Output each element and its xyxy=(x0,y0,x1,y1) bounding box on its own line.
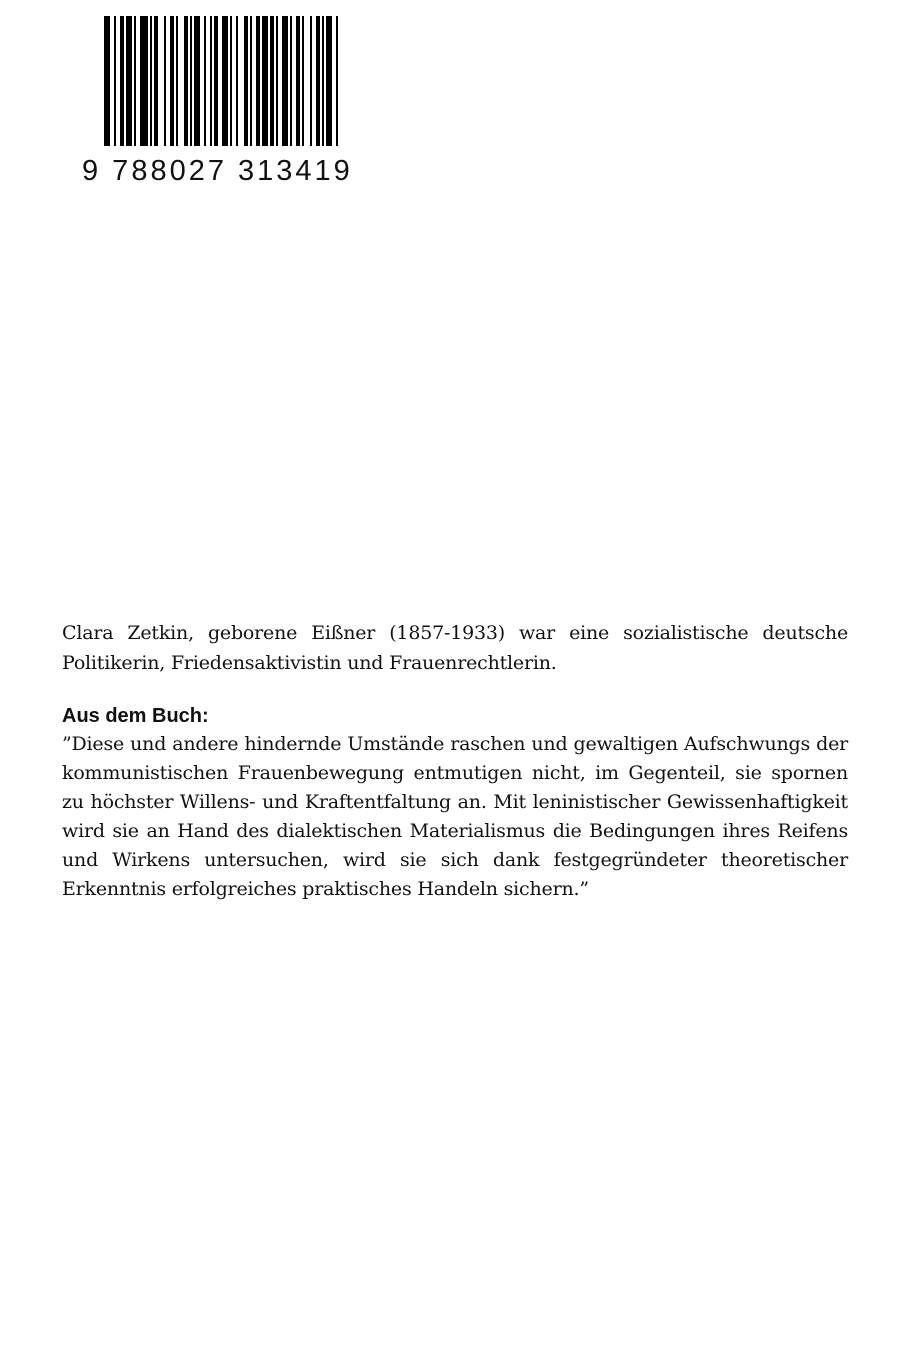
barcode-bar xyxy=(290,16,292,146)
barcode-bar xyxy=(204,16,206,146)
back-cover-text xyxy=(62,618,848,904)
barcode-bar xyxy=(230,16,232,146)
barcode-bar xyxy=(276,16,278,146)
barcode-bar xyxy=(134,16,136,146)
barcode-bar xyxy=(154,16,158,146)
barcode-bar xyxy=(250,16,252,146)
barcode-bar xyxy=(302,16,304,146)
barcode-bar xyxy=(114,16,116,146)
barcode-bar xyxy=(194,16,200,146)
barcode-bar xyxy=(316,16,320,146)
barcode-bar xyxy=(176,16,178,146)
barcode-bar xyxy=(326,16,332,146)
barcode-bar xyxy=(120,16,124,146)
barcode-bar xyxy=(150,16,152,146)
barcode-bar xyxy=(282,16,288,146)
barcode-bar xyxy=(140,16,148,146)
barcode-bar xyxy=(244,16,248,146)
barcode-bar xyxy=(210,16,212,146)
barcode-bar xyxy=(214,16,218,146)
barcode-bar xyxy=(296,16,300,146)
barcode-bar xyxy=(336,16,338,146)
barcode-bar xyxy=(236,16,238,146)
excerpt-quote: ”Diese und andere hindernde Umstände raschen und gewaltigen Aufschwungs der kommunistischen Frauenbewegung entmutigen nicht, im Gegenteil, sie spornen zu höchster Willens- und Kraftentfaltung an. Mit leninistischer Gewissenhaftigkeit wird sie an Hand des dialektischen Materialismus die Bedingungen ihres Reifens und Wirkens untersuchen, wird sie sich dank festgegründeter theoretischer Erkenntnis erfolgreiches praktisches Handeln sichern.” xyxy=(62,733,848,900)
barcode-bar xyxy=(126,16,132,146)
excerpt-heading: Aus dem Buch: xyxy=(62,705,209,727)
barcode-number: 9 788027 313419 xyxy=(82,155,353,187)
barcode-bar xyxy=(322,16,324,146)
barcode-bar xyxy=(184,16,188,146)
barcode-bar xyxy=(170,16,174,146)
barcode-bar xyxy=(256,16,260,146)
barcode-bar xyxy=(190,16,192,146)
barcode-bars xyxy=(104,16,342,146)
barcode-bar xyxy=(270,16,274,146)
isbn-barcode xyxy=(82,16,353,187)
barcode-bar xyxy=(262,16,268,146)
barcode-bar xyxy=(164,16,166,146)
author-bio: Clara Zetkin, geborene Eißner (1857-1933) war eine sozialistische deutsche Politikerin, Friedensaktivistin und Frauenrechtlerin. xyxy=(62,622,848,674)
barcode-bar xyxy=(310,16,312,146)
barcode-bar xyxy=(104,16,110,146)
barcode-bar xyxy=(222,16,228,146)
